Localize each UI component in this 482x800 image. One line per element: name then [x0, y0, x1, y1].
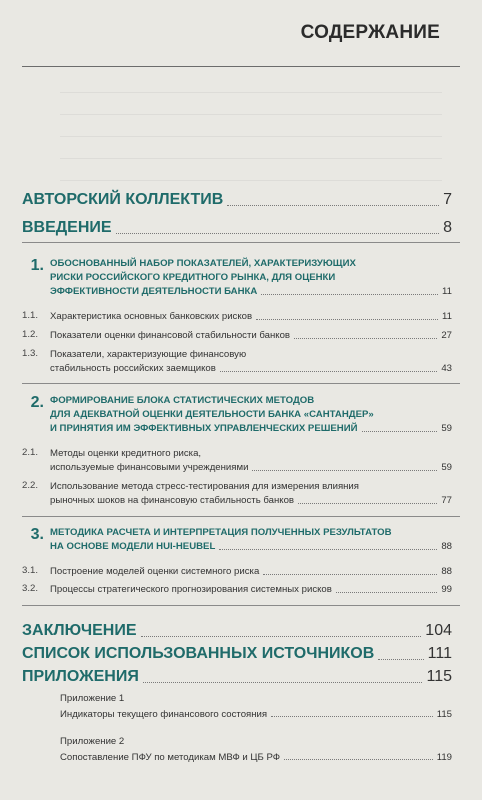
separator: [22, 605, 460, 606]
chapter-number: 3.: [30, 526, 44, 543]
leader-dots: [271, 716, 433, 717]
section-title: Использование метода стресс-тестирования для измерения влияния: [50, 481, 359, 492]
toc-page-number: 27: [441, 330, 452, 341]
toc-page-number: 59: [441, 462, 452, 473]
title-rule: [22, 66, 460, 67]
section-title: Характеристика основных банковских рисков: [50, 311, 253, 322]
toc-page-number: 11: [442, 311, 452, 322]
toc-entry-label: СПИСОК ИСПОЛЬЗОВАННЫХ ИСТОЧНИКОВ: [22, 645, 375, 662]
appendix-title: Сопоставление ПФУ по методикам МВФ и ЦБ РФ: [60, 752, 281, 763]
section-title: Показатели, характеризующие финансовую: [50, 349, 247, 360]
section-number: 3.2.: [22, 583, 39, 594]
toc-entry-appendices[interactable]: [22, 668, 452, 686]
appendix-label: Приложение 2: [60, 736, 125, 747]
chapter-title-line: МЕТОДИКА РАСЧЕТА И ИНТЕРПРЕТАЦИЯ ПОЛУЧЕННЫХ РЕЗУЛЬТАТОВ: [50, 527, 392, 538]
toc-entry-appendix-2[interactable]: [60, 752, 452, 763]
chapter-title-line: ФОРМИРОВАНИЕ БЛОКА СТАТИСТИЧЕСКИХ МЕТОДОВ: [50, 395, 315, 406]
leader-dots: [220, 371, 438, 372]
separator: [22, 383, 460, 384]
leader-dots: [263, 574, 437, 575]
chapter-title-line: ОБОСНОВАННЫЙ НАБОР ПОКАЗАТЕЛЕЙ, ХАРАКТЕРИЗУЮЩИХ: [50, 258, 356, 269]
chapter-title-line: ЭФФЕКТИВНОСТИ ДЕЯТЕЛЬНОСТИ БАНКА: [50, 286, 258, 297]
section-number: 2.1.: [22, 447, 39, 458]
section-number: 1.2.: [22, 329, 39, 340]
toc-entry-label: ПРИЛОЖЕНИЯ: [22, 668, 139, 685]
toc-entry-chapter-2[interactable]: [50, 422, 452, 435]
toc-entry-references[interactable]: [22, 645, 452, 663]
leader-dots: [294, 338, 437, 339]
toc-page-number: 43: [441, 363, 452, 374]
toc-entry-intro[interactable]: [22, 219, 452, 237]
toc-page-number: 8: [443, 219, 452, 236]
toc-entry-label: ЗАКЛЮЧЕНИЕ: [22, 622, 137, 639]
toc-entry-label: ВВЕДЕНИЕ: [22, 219, 112, 236]
appendix-title: Индикаторы текущего финансового состояния: [60, 709, 268, 720]
leader-dots: [284, 759, 433, 760]
leader-dots: [256, 319, 438, 320]
chapter-title-line: ДЛЯ АДЕКВАТНОЙ ОЦЕНКИ ДЕЯТЕЛЬНОСТИ БАНКА «САНТАНДЕР»: [50, 409, 374, 420]
section-number: 2.2.: [22, 480, 39, 491]
toc-page-number: 119: [436, 752, 452, 763]
leader-dots: [227, 205, 439, 206]
toc-entry-section-2-1[interactable]: [50, 461, 452, 474]
separator: [22, 516, 460, 517]
toc-entry-section-3-1[interactable]: [50, 565, 452, 578]
toc-entry-section-2-2[interactable]: [50, 494, 452, 507]
leader-dots: [219, 549, 437, 550]
leader-dots: [362, 431, 438, 432]
toc-entry-authors[interactable]: [22, 191, 452, 209]
toc-page-number: 111: [427, 645, 452, 662]
leader-dots: [261, 294, 438, 295]
toc-entry-conclusion[interactable]: [22, 622, 452, 640]
toc-entry-section-1-3[interactable]: [50, 362, 452, 375]
chapter-title-line: И ПРИНЯТИЯ ИМ ЭФФЕКТИВНЫХ УПРАВЛЕНЧЕСКИХ РЕШЕНИЙ: [50, 423, 358, 434]
section-title: Методы оценки кредитного риска,: [50, 448, 202, 459]
toc-page-number: 104: [425, 622, 452, 639]
toc-entry-section-3-2[interactable]: [50, 583, 452, 596]
toc-page-number: 99: [441, 584, 452, 595]
toc-entry-chapter-3[interactable]: [50, 540, 452, 553]
toc-page-number: 77: [441, 495, 452, 506]
section-number: 1.3.: [22, 348, 39, 359]
section-number: 3.1.: [22, 565, 39, 576]
section-number: 1.1.: [22, 310, 39, 321]
page-title: СОДЕРЖАНИЕ: [300, 22, 440, 43]
toc-entry-chapter-1[interactable]: [50, 285, 452, 298]
section-title: используемые финансовыми учреждениями: [50, 462, 249, 473]
appendix-label: Приложение 1: [60, 693, 125, 704]
section-title: Процессы стратегического прогнозирования системных рисков: [50, 584, 332, 595]
section-title: рыночных шоков на финансовую стабильность банков: [50, 495, 295, 506]
chapter-title-line: НА ОСНОВЕ МОДЕЛИ HUI-HEUBEL: [50, 541, 216, 552]
leader-dots: [378, 659, 423, 660]
leader-dots: [336, 592, 437, 593]
toc-page-number: 59: [441, 423, 452, 434]
leader-dots: [143, 682, 423, 683]
toc-entry-section-1-1[interactable]: [50, 310, 452, 323]
toc-page-number: 88: [441, 541, 452, 552]
section-title: Построение моделей оценки системного риска: [50, 566, 260, 577]
leader-dots: [298, 503, 437, 504]
toc-page-number: 11: [442, 286, 452, 297]
toc-entry-label: АВТОРСКИЙ КОЛЛЕКТИВ: [22, 191, 224, 208]
toc-entry-appendix-1[interactable]: [60, 709, 452, 720]
toc-page-number: 88: [441, 566, 452, 577]
leader-dots: [252, 470, 437, 471]
section-title: Показатели оценки финансовой стабильности банков: [50, 330, 291, 341]
section-title: стабильность российских заемщиков: [50, 363, 216, 374]
chapter-number: 2.: [30, 394, 44, 411]
bleed-through-text: [60, 92, 442, 182]
chapter-number: 1.: [30, 257, 44, 274]
leader-dots: [141, 636, 422, 637]
toc-page-number: 115: [436, 709, 452, 720]
chapter-title-line: РИСКИ РОССИЙСКОГО КРЕДИТНОГО РЫНКА, ДЛЯ ОЦЕНКИ: [50, 272, 336, 283]
toc-page-number: 115: [426, 668, 452, 685]
toc-page-number: 7: [443, 191, 452, 208]
toc-entry-section-1-2[interactable]: [50, 329, 452, 342]
separator: [22, 242, 460, 243]
leader-dots: [116, 233, 440, 234]
